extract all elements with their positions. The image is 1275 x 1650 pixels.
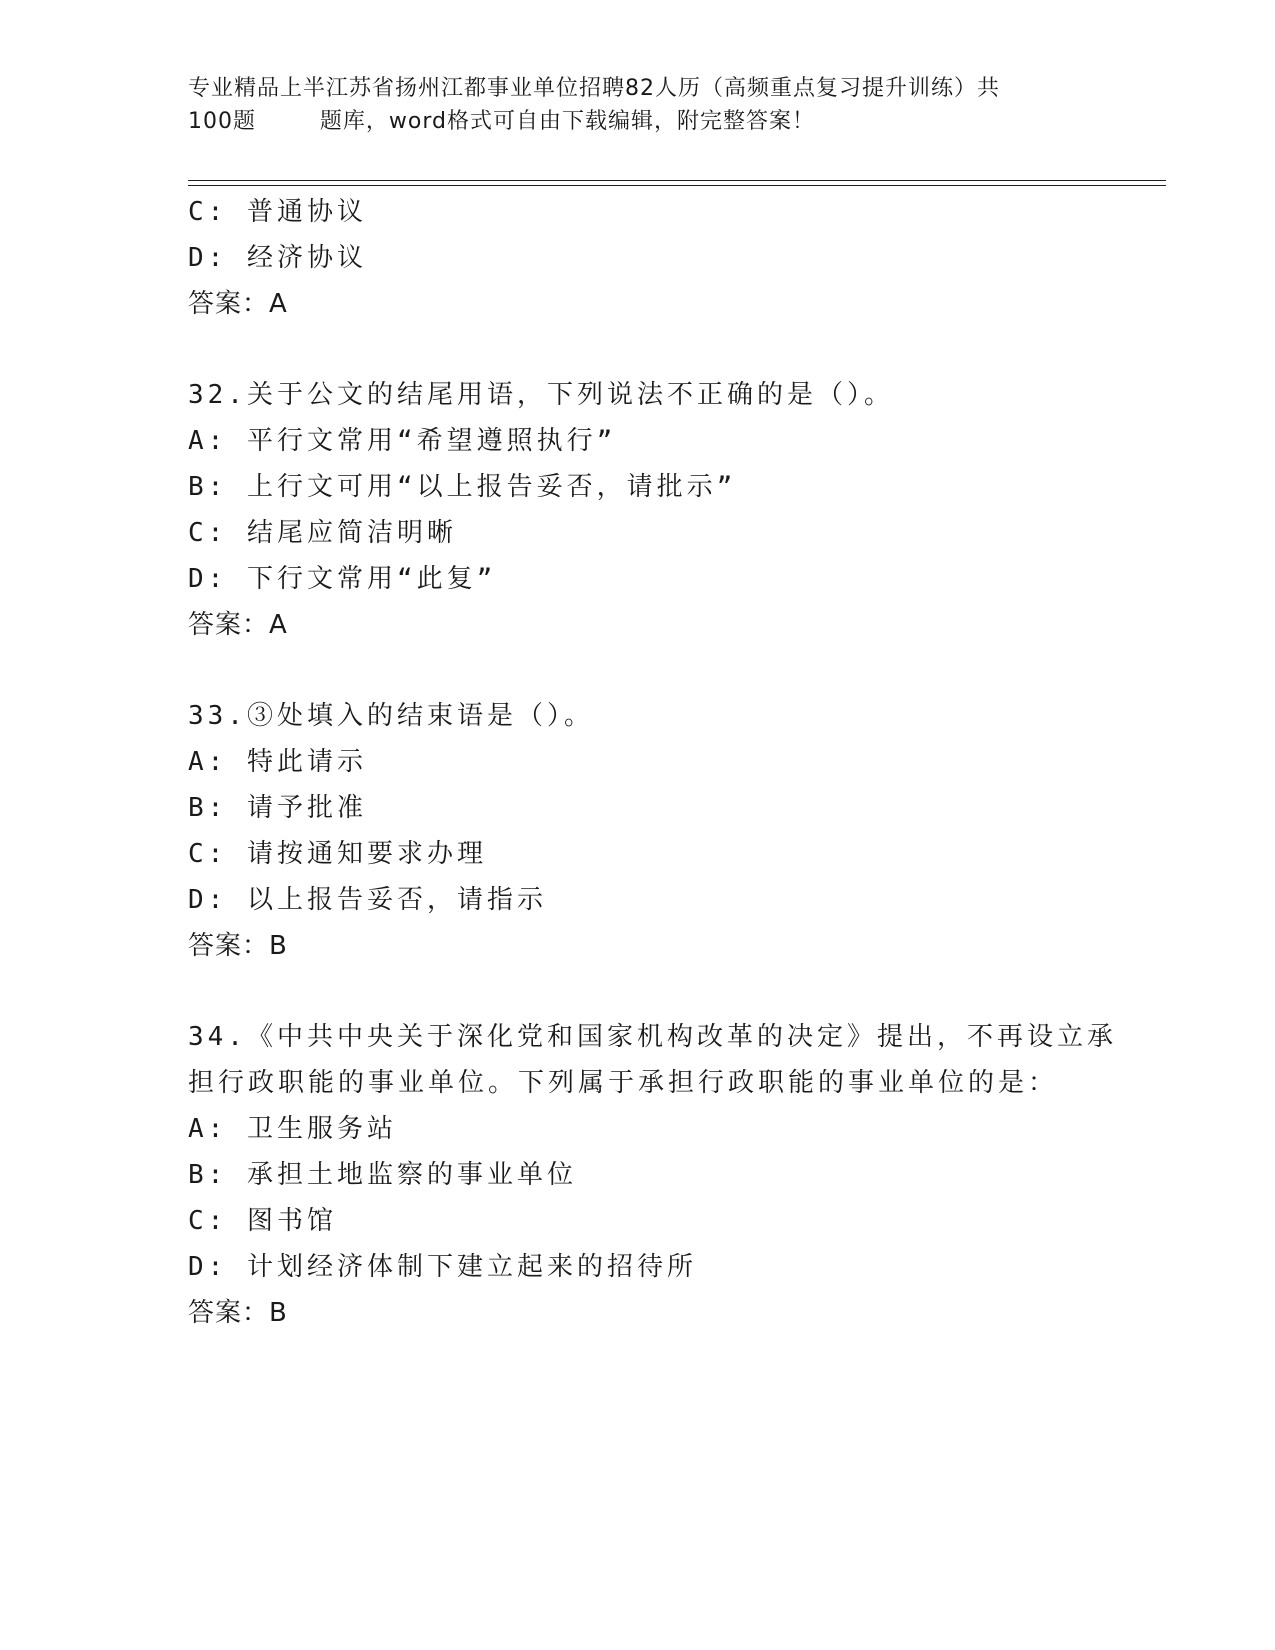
option-c: C: 普通协议 (188, 197, 367, 227)
option-d: D: 经济协议 (188, 243, 367, 273)
question-stem: 32.关于公文的结尾用语，下列说法不正确的是（）。 (188, 380, 894, 410)
answer-line: 答案：A (188, 289, 288, 319)
header-divider-top (188, 180, 1166, 181)
header-title-line-1: 专业精品上半江苏省扬州江都事业单位招聘82人历（高频重点复习提升训练）共 (188, 76, 1000, 101)
option-b: B: 请予批准 (188, 793, 367, 823)
question-stem-line-1: 34.《中共中央关于深化党和国家机构改革的决定》提出，不再设立承 (188, 1022, 1117, 1052)
header-divider-bottom (188, 185, 1166, 186)
option-c: C: 结尾应简洁明晰 (188, 518, 457, 548)
question-stem: 33.③处填入的结束语是（）。 (188, 701, 594, 731)
option-a: A: 特此请示 (188, 747, 367, 777)
question-list (188, 189, 1117, 1336)
option-d: D: 下行文常用“此复” (188, 564, 497, 594)
question-stem-line-2: 担行政职能的事业单位。下列属于承担行政职能的事业单位的是： (188, 1068, 1059, 1098)
header-title-line-2: 100题 题库，word格式可自由下载编辑，附完整答案！ (188, 109, 816, 134)
option-a: A: 平行文常用“希望遵照执行” (188, 426, 617, 456)
question-34 (188, 1014, 1117, 1336)
option-a: A: 卫生服务站 (188, 1114, 397, 1144)
question-33 (188, 693, 1088, 969)
option-c: C: 请按通知要求办理 (188, 839, 487, 869)
option-c: C: 图书馆 (188, 1206, 337, 1236)
document-header (188, 72, 1088, 138)
carryover-question (188, 189, 1088, 327)
question-32 (188, 372, 1088, 648)
answer-line: 答案：A (188, 610, 288, 640)
option-b: B: 上行文可用“以上报告妥否，请批示” (188, 472, 737, 502)
option-b: B: 承担土地监察的事业单位 (188, 1160, 577, 1190)
option-d: D: 计划经济体制下建立起来的招待所 (188, 1252, 697, 1282)
answer-line: 答案：B (188, 1298, 288, 1328)
option-d: D: 以上报告妥否，请指示 (188, 885, 547, 915)
answer-line: 答案：B (188, 931, 288, 961)
